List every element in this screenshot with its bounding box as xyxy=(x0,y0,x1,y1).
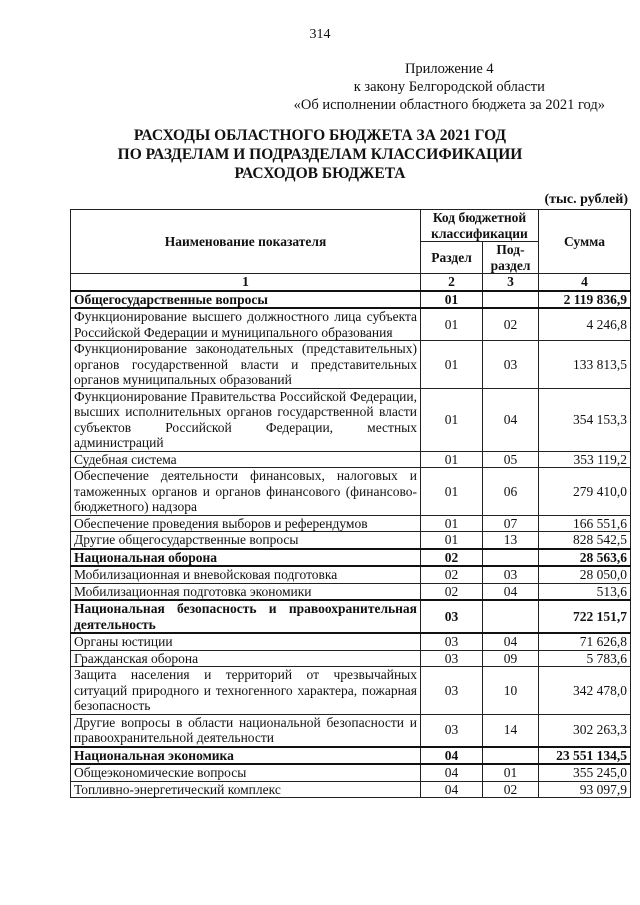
table-row xyxy=(71,650,631,667)
row-section-code: 01 xyxy=(421,532,483,549)
table-row xyxy=(71,566,631,583)
row-section-code: 01 xyxy=(421,341,483,389)
row-section-code: 01 xyxy=(421,388,483,451)
title-line-1: РАСХОДЫ ОБЛАСТНОГО БЮДЖЕТА ЗА 2021 ГОД xyxy=(133,127,507,144)
row-subsection-code: 04 xyxy=(483,388,539,451)
table-body xyxy=(71,291,631,798)
row-subsection-code: 06 xyxy=(483,468,539,516)
row-sum: 354 153,3 xyxy=(539,388,631,451)
header-sum: Сумма xyxy=(539,210,631,274)
table-row xyxy=(71,468,631,516)
document-title xyxy=(0,126,640,183)
row-name: Защита населения и территорий от чрезвычайных ситуаций природного и техногенного характера, пожарная безопасность xyxy=(71,667,421,715)
table-row xyxy=(71,764,631,781)
row-section-code: 04 xyxy=(421,747,483,765)
row-subsection-code: 03 xyxy=(483,566,539,583)
row-name: Судебная система xyxy=(71,451,421,468)
row-subsection-code: 10 xyxy=(483,667,539,715)
row-sum: 355 245,0 xyxy=(539,764,631,781)
row-section-code: 03 xyxy=(421,650,483,667)
row-name: Гражданская оборона xyxy=(71,650,421,667)
row-section-code: 03 xyxy=(421,667,483,715)
row-subsection-code: 07 xyxy=(483,515,539,532)
header-section: Раздел xyxy=(421,242,483,274)
row-section-code: 02 xyxy=(421,583,483,600)
row-sum: 93 097,9 xyxy=(539,781,631,798)
table-row xyxy=(71,532,631,549)
row-sum: 2 119 836,9 xyxy=(539,291,631,309)
row-subsection-code: 05 xyxy=(483,451,539,468)
row-section-code: 04 xyxy=(421,764,483,781)
row-name: Функционирование Правительства Российской Федерации, высших исполнительных органов государственной власти субъектов Российской Федерации, местных администраций xyxy=(71,388,421,451)
row-subsection-code xyxy=(483,600,539,633)
row-sum: 28 563,6 xyxy=(539,549,631,567)
row-sum: 722 151,7 xyxy=(539,600,631,633)
appendix-line-2: к закону Белгородской области xyxy=(353,79,545,95)
table-row xyxy=(71,633,631,650)
row-subsection-code: 04 xyxy=(483,583,539,600)
expenses-table xyxy=(70,209,631,798)
table-row xyxy=(71,341,631,389)
row-section-code: 03 xyxy=(421,633,483,650)
row-subsection-code: 09 xyxy=(483,650,539,667)
row-name: Мобилизационная и вневойсковая подготовка xyxy=(71,566,421,583)
table-row xyxy=(71,781,631,798)
table-row xyxy=(71,515,631,532)
table-row xyxy=(71,667,631,715)
column-number-3: 3 xyxy=(483,274,539,291)
row-subsection-code: 04 xyxy=(483,633,539,650)
table-row xyxy=(71,388,631,451)
appendix-line-3: «Об исполнении областного бюджета за 2021 год» xyxy=(293,97,605,113)
row-sum: 302 263,3 xyxy=(539,714,631,747)
title-line-3: РАСХОДОВ БЮДЖЕТА xyxy=(234,165,406,182)
table-row xyxy=(71,451,631,468)
page-number: 314 xyxy=(309,27,331,42)
row-sum: 133 813,5 xyxy=(539,341,631,389)
row-sum: 28 050,0 xyxy=(539,566,631,583)
row-section-code: 03 xyxy=(421,600,483,633)
row-name: Органы юстиции xyxy=(71,633,421,650)
row-sum: 5 783,6 xyxy=(539,650,631,667)
row-sum: 828 542,5 xyxy=(539,532,631,549)
row-sum: 353 119,2 xyxy=(539,451,631,468)
row-name: Мобилизационная подготовка экономики xyxy=(71,583,421,600)
row-sum: 342 478,0 xyxy=(539,667,631,715)
row-section-code: 01 xyxy=(421,451,483,468)
row-name: Общеэкономические вопросы xyxy=(71,764,421,781)
row-section-code: 04 xyxy=(421,781,483,798)
row-section-code: 01 xyxy=(421,468,483,516)
row-sum: 71 626,8 xyxy=(539,633,631,650)
row-sum: 279 410,0 xyxy=(539,468,631,516)
row-name: Национальная оборона xyxy=(71,549,421,567)
row-sum: 4 246,8 xyxy=(539,308,631,341)
table-row xyxy=(71,714,631,747)
row-sum: 166 551,6 xyxy=(539,515,631,532)
row-sum: 513,6 xyxy=(539,583,631,600)
row-subsection-code: 02 xyxy=(483,308,539,341)
row-name: Общегосударственные вопросы xyxy=(71,291,421,309)
row-name: Обеспечение деятельности финансовых, налоговых и таможенных органов и органов финансового (финансово-бюджетного) надзора xyxy=(71,468,421,516)
row-subsection-code: 14 xyxy=(483,714,539,747)
row-subsection-code: 13 xyxy=(483,532,539,549)
column-number-4: 4 xyxy=(539,274,631,291)
appendix-header xyxy=(294,60,605,114)
header-subsection: Под-раздел xyxy=(483,242,539,274)
row-sum: 23 551 134,5 xyxy=(539,747,631,765)
row-name: Топливно-энергетический комплекс xyxy=(71,781,421,798)
table-row xyxy=(71,747,631,765)
row-name: Другие вопросы в области национальной безопасности и правоохранительной деятельности xyxy=(71,714,421,747)
row-subsection-code: 03 xyxy=(483,341,539,389)
table-row xyxy=(71,308,631,341)
row-name: Национальная безопасность и правоохранительная деятельность xyxy=(71,600,421,633)
row-name: Функционирование высшего должностного лица субъекта Российской Федерации и муниципального образования xyxy=(71,308,421,341)
row-section-code: 02 xyxy=(421,549,483,567)
row-section-code: 01 xyxy=(421,291,483,309)
row-name: Функционирование законодательных (представительных) органов государственной власти и представительных органов муниципальных образований xyxy=(71,341,421,389)
title-line-2: ПО РАЗДЕЛАМ И ПОДРАЗДЕЛАМ КЛАССИФИКАЦИИ xyxy=(117,146,523,163)
appendix-line-1: Приложение 4 xyxy=(404,61,494,77)
header-code: Код бюджетной классификации xyxy=(421,210,539,242)
row-subsection-code xyxy=(483,747,539,765)
units-label: (тыс. рублей) xyxy=(544,192,628,207)
table-row xyxy=(71,549,631,567)
table-row xyxy=(71,291,631,309)
row-name: Обеспечение проведения выборов и референдумов xyxy=(71,515,421,532)
table-row xyxy=(71,600,631,633)
table-row xyxy=(71,583,631,600)
row-section-code: 02 xyxy=(421,566,483,583)
row-section-code: 03 xyxy=(421,714,483,747)
row-name: Национальная экономика xyxy=(71,747,421,765)
row-name: Другие общегосударственные вопросы xyxy=(71,532,421,549)
column-number-1: 1 xyxy=(71,274,421,291)
column-number-2: 2 xyxy=(421,274,483,291)
row-subsection-code: 02 xyxy=(483,781,539,798)
header-name: Наименование показателя xyxy=(71,210,421,274)
row-subsection-code: 01 xyxy=(483,764,539,781)
row-section-code: 01 xyxy=(421,308,483,341)
row-subsection-code xyxy=(483,291,539,309)
row-section-code: 01 xyxy=(421,515,483,532)
row-subsection-code xyxy=(483,549,539,567)
